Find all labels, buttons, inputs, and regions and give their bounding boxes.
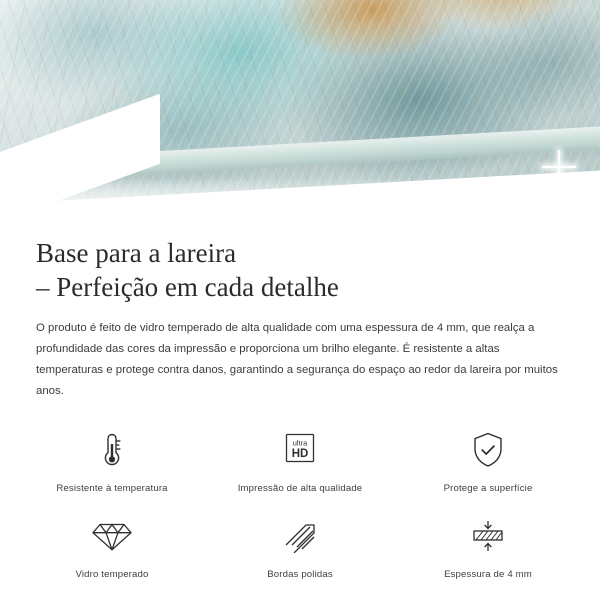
feature-item (206, 428, 394, 494)
image-bottom-fade (0, 178, 600, 222)
headline-line-1: Base para a lareira (36, 238, 237, 268)
feature-item (394, 514, 582, 580)
svg-text:ultra: ultra (292, 438, 308, 448)
feature-item (18, 428, 206, 494)
feature-item (18, 514, 206, 580)
headline-line-2: – Perfeição em cada detalhe (36, 272, 339, 302)
page-title (36, 236, 564, 304)
feature-label: Vidro temperado (75, 569, 149, 580)
feature-label: Espessura de 4 mm (444, 569, 532, 580)
diamond-icon (91, 514, 133, 558)
feature-label: Bordas polidas (267, 569, 333, 580)
hero-product-image (0, 0, 600, 222)
thermometer-icon (99, 428, 125, 472)
content-block (0, 222, 600, 402)
feature-label: Resistente à temperatura (56, 483, 168, 494)
feature-grid (0, 428, 600, 580)
ultra-hd-icon (280, 428, 320, 472)
feature-item (206, 514, 394, 580)
feature-label: Impressão de alta qualidade (237, 483, 363, 494)
shield-check-icon (469, 428, 507, 472)
feature-item (394, 428, 582, 494)
thickness-icon (466, 514, 510, 558)
svg-text:HD: HD (291, 448, 309, 460)
polished-edges-icon (280, 514, 320, 558)
feature-label: Protege a superfície (443, 483, 533, 494)
product-description: O produto é feito de vidro temperado de alta qualidade com uma espessura de 4 mm, que realça a profundidade das cores da impressão e proporciona um brilho elegante. É resistente a altas temperaturas e protege contra danos, garantindo a segurança do espaço ao redor da lareira por muitos anos. (36, 322, 558, 397)
